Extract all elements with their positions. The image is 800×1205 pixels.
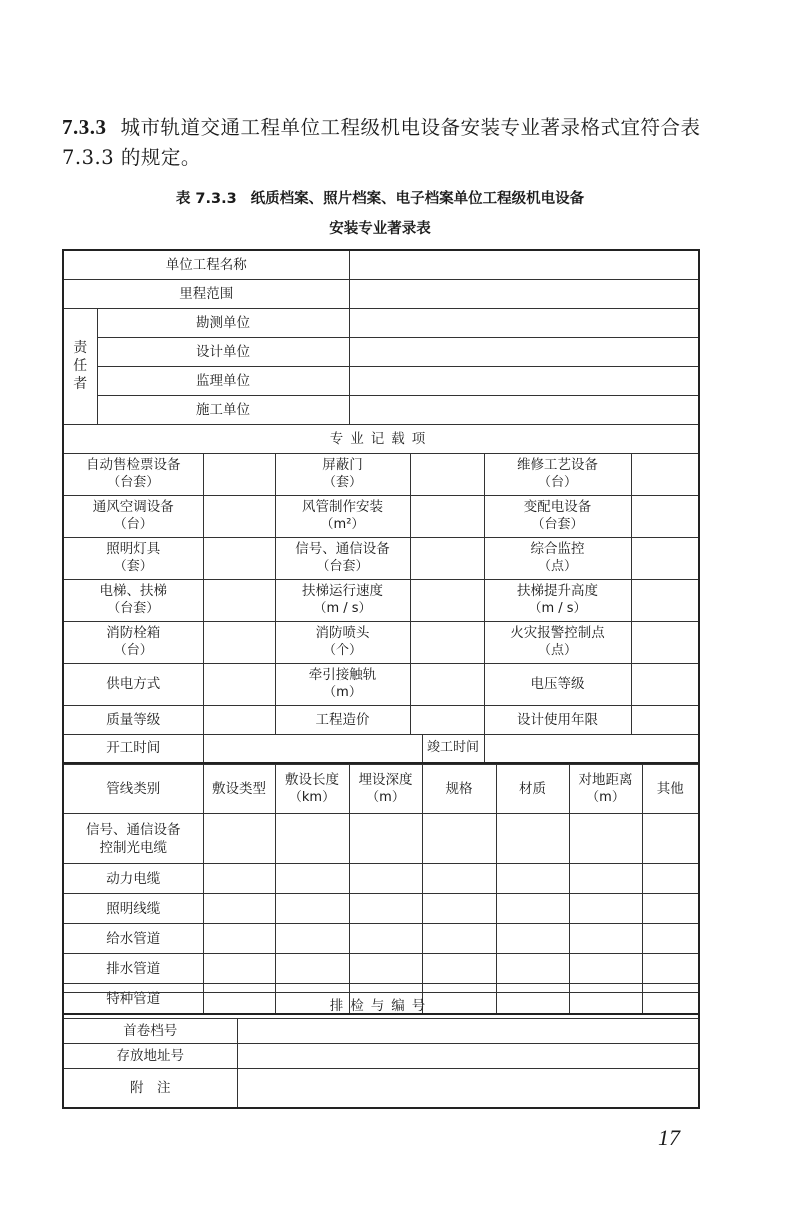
pipe-cell[interactable]	[642, 894, 699, 924]
pipe-category-label: 给水管道	[63, 924, 203, 954]
pipe-cell[interactable]	[496, 814, 569, 864]
label-substation-equipment: 变配电设备 （台套）	[484, 495, 631, 537]
label-quality-grade: 质量等级	[63, 705, 203, 734]
section-filing-numbering: 排检与编号	[63, 993, 699, 1019]
pipe-cell[interactable]	[203, 894, 275, 924]
pipe-cell[interactable]	[642, 814, 699, 864]
pipe-cell[interactable]	[203, 814, 275, 864]
field-escalator-rise[interactable]	[631, 579, 699, 621]
field-elevators-escalators[interactable]	[203, 579, 275, 621]
field-traction-rail[interactable]	[410, 663, 484, 705]
field-construction-unit[interactable]	[349, 395, 699, 424]
responsible-char: 责	[73, 340, 88, 356]
field-lighting-fixtures[interactable]	[203, 537, 275, 579]
pipeline-table	[62, 764, 700, 1015]
pipe-cell[interactable]	[422, 814, 496, 864]
label-first-volume-no: 首卷档号	[63, 1019, 237, 1044]
pipe-cell[interactable]	[496, 954, 569, 984]
equipment-row	[63, 537, 699, 579]
pipe-category-label: 信号、通信设备 控制光电缆	[63, 814, 203, 864]
pipe-cell[interactable]	[422, 894, 496, 924]
header-pipe-category: 管线类别	[63, 765, 203, 814]
pipe-cell[interactable]	[496, 924, 569, 954]
pipeline-header-row	[63, 765, 699, 814]
field-design-unit[interactable]	[349, 337, 699, 366]
pipeline-row	[63, 954, 699, 984]
label-fire-alarm-points: 火灾报警控制点 （点）	[484, 621, 631, 663]
label-storage-address-no: 存放地址号	[63, 1044, 237, 1069]
table-number: 表 7.3.3	[175, 191, 237, 207]
row-mileage-range	[63, 279, 699, 308]
pipe-category-label: 动力电缆	[63, 864, 203, 894]
clause-paragraph	[62, 112, 712, 173]
pipe-cell[interactable]	[569, 814, 642, 864]
pipeline-row	[63, 924, 699, 954]
header-laying-length: 敷设长度 （km）	[275, 765, 349, 814]
pipe-cell[interactable]	[349, 864, 422, 894]
pipe-cell[interactable]	[275, 894, 349, 924]
label-voltage-level: 电压等级	[484, 663, 631, 705]
equipment-row	[63, 621, 699, 663]
pipe-cell[interactable]	[203, 864, 275, 894]
header-laying-type: 敷设类型	[203, 765, 275, 814]
label-completion-time: 竣工时间	[422, 734, 484, 763]
pipeline-row	[63, 894, 699, 924]
filing-table	[62, 992, 700, 1109]
row-dates	[63, 734, 699, 763]
field-escalator-speed[interactable]	[410, 579, 484, 621]
pipe-category-label: 照明线缆	[63, 894, 203, 924]
label-responsible-party	[63, 308, 97, 424]
label-start-time: 开工时间	[63, 734, 203, 763]
header-burial-depth: 埋设深度 （m）	[349, 765, 422, 814]
pipeline-row	[63, 814, 699, 864]
field-afc-equipment[interactable]	[203, 453, 275, 495]
equipment-row	[63, 663, 699, 705]
pipe-cell[interactable]	[569, 864, 642, 894]
label-integrated-monitoring: 综合监控 （点）	[484, 537, 631, 579]
pipe-cell[interactable]	[422, 954, 496, 984]
pipe-cell[interactable]	[569, 894, 642, 924]
label-duct-installation: 风管制作安装 （m²）	[275, 495, 410, 537]
label-signal-comm-equipment: 信号、通信设备 （台套）	[275, 537, 410, 579]
label-afc-equipment: 自动售检票设备 （台套）	[63, 453, 203, 495]
equipment-row	[63, 579, 699, 621]
pipe-cell[interactable]	[496, 864, 569, 894]
pipe-cell[interactable]	[642, 864, 699, 894]
responsible-char: 者	[73, 376, 88, 392]
label-design-service-life: 设计使用年限	[484, 705, 631, 734]
label-escalator-rise: 扶梯提升高度 （m / s）	[484, 579, 631, 621]
field-design-service-life[interactable]	[631, 705, 699, 734]
page-number: 17	[658, 1125, 680, 1150]
label-mileage-range: 里程范围	[63, 279, 349, 308]
field-platform-screen-door[interactable]	[410, 453, 484, 495]
label-project-cost: 工程造价	[275, 705, 410, 734]
pipe-category-label: 排水管道	[63, 954, 203, 984]
pipe-cell[interactable]	[422, 924, 496, 954]
pipe-cell[interactable]	[203, 924, 275, 954]
field-first-volume-no[interactable]	[237, 1019, 699, 1044]
table-title-line1: 纸质档案、照片档案、电子档案单位工程级机电设备	[250, 191, 585, 207]
equipment-row	[63, 453, 699, 495]
field-substation-equipment[interactable]	[631, 495, 699, 537]
equipment-row	[63, 705, 699, 734]
field-power-supply-mode[interactable]	[203, 663, 275, 705]
pipe-cell[interactable]	[275, 864, 349, 894]
table-caption	[62, 187, 698, 208]
label-escalator-speed: 扶梯运行速度 （m / s）	[275, 579, 410, 621]
field-fire-sprinkler[interactable]	[410, 621, 484, 663]
pipeline-row	[63, 864, 699, 894]
pipe-cell[interactable]	[275, 924, 349, 954]
field-maintenance-equipment[interactable]	[631, 453, 699, 495]
label-maintenance-equipment: 维修工艺设备 （台）	[484, 453, 631, 495]
pipe-cell[interactable]	[496, 894, 569, 924]
pipe-cell[interactable]	[569, 924, 642, 954]
field-signal-comm-equipment[interactable]	[410, 537, 484, 579]
label-design-unit: 设计单位	[97, 337, 349, 366]
pipe-cell[interactable]	[569, 954, 642, 984]
field-start-time[interactable]	[203, 734, 422, 763]
label-hvac-equipment: 通风空调设备 （台）	[63, 495, 203, 537]
clause-text: 城市轨道交通工程单位工程级机电设备安装专业著录格式宜符合表 7.3.3 的规定。	[62, 116, 701, 169]
pipe-cell[interactable]	[275, 814, 349, 864]
label-traction-rail: 牵引接触轨 （m）	[275, 663, 410, 705]
label-notes: 附 注	[63, 1069, 237, 1108]
label-unit-project-name: 单位工程名称	[63, 250, 349, 279]
field-fire-hydrant-box[interactable]	[203, 621, 275, 663]
catalog-table	[62, 249, 700, 764]
field-quality-grade[interactable]	[203, 705, 275, 734]
pipe-cell[interactable]	[349, 894, 422, 924]
field-integrated-monitoring[interactable]	[631, 537, 699, 579]
field-unit-project-name[interactable]	[349, 250, 699, 279]
label-fire-sprinkler: 消防喷头 （个）	[275, 621, 410, 663]
pipe-cell[interactable]	[422, 864, 496, 894]
pipe-cell[interactable]	[275, 954, 349, 984]
field-supervision-unit[interactable]	[349, 366, 699, 395]
pipe-cell[interactable]	[203, 954, 275, 984]
pipe-cell[interactable]	[642, 954, 699, 984]
field-completion-time[interactable]	[484, 734, 699, 763]
label-supervision-unit: 监理单位	[97, 366, 349, 395]
clause-number: 7.3.3	[62, 115, 107, 139]
equipment-row	[63, 495, 699, 537]
pipe-cell[interactable]	[349, 814, 422, 864]
pipe-cell[interactable]	[642, 924, 699, 954]
responsible-char: 任	[73, 358, 88, 374]
header-material: 材质	[496, 765, 569, 814]
label-elevators-escalators: 电梯、扶梯 （台套）	[63, 579, 203, 621]
header-specification: 规格	[422, 765, 496, 814]
field-storage-address-no[interactable]	[237, 1044, 699, 1069]
field-fire-alarm-points[interactable]	[631, 621, 699, 663]
label-survey-unit: 勘测单位	[97, 308, 349, 337]
header-ground-clearance: 对地距离 （m）	[569, 765, 642, 814]
label-lighting-fixtures: 照明灯具 （套）	[63, 537, 203, 579]
label-platform-screen-door: 屏蔽门 （套）	[275, 453, 410, 495]
table-title-line2: 安装专业著录表	[329, 221, 431, 237]
field-notes[interactable]	[237, 1069, 699, 1108]
field-duct-installation[interactable]	[410, 495, 484, 537]
field-hvac-equipment[interactable]	[203, 495, 275, 537]
pipe-cell[interactable]	[349, 954, 422, 984]
field-voltage-level[interactable]	[631, 663, 699, 705]
pipe-cell[interactable]	[349, 924, 422, 954]
label-power-supply-mode: 供电方式	[63, 663, 203, 705]
pipe-category-label: 特种管道	[63, 984, 203, 1015]
section-professional-records: 专业记载项	[63, 424, 699, 453]
field-project-cost[interactable]	[410, 705, 484, 734]
header-other: 其他	[642, 765, 699, 814]
label-construction-unit: 施工单位	[97, 395, 349, 424]
field-survey-unit[interactable]	[349, 308, 699, 337]
field-mileage-range[interactable]	[349, 279, 699, 308]
row-unit-project-name	[63, 250, 699, 279]
label-fire-hydrant-box: 消防栓箱 （台）	[63, 621, 203, 663]
